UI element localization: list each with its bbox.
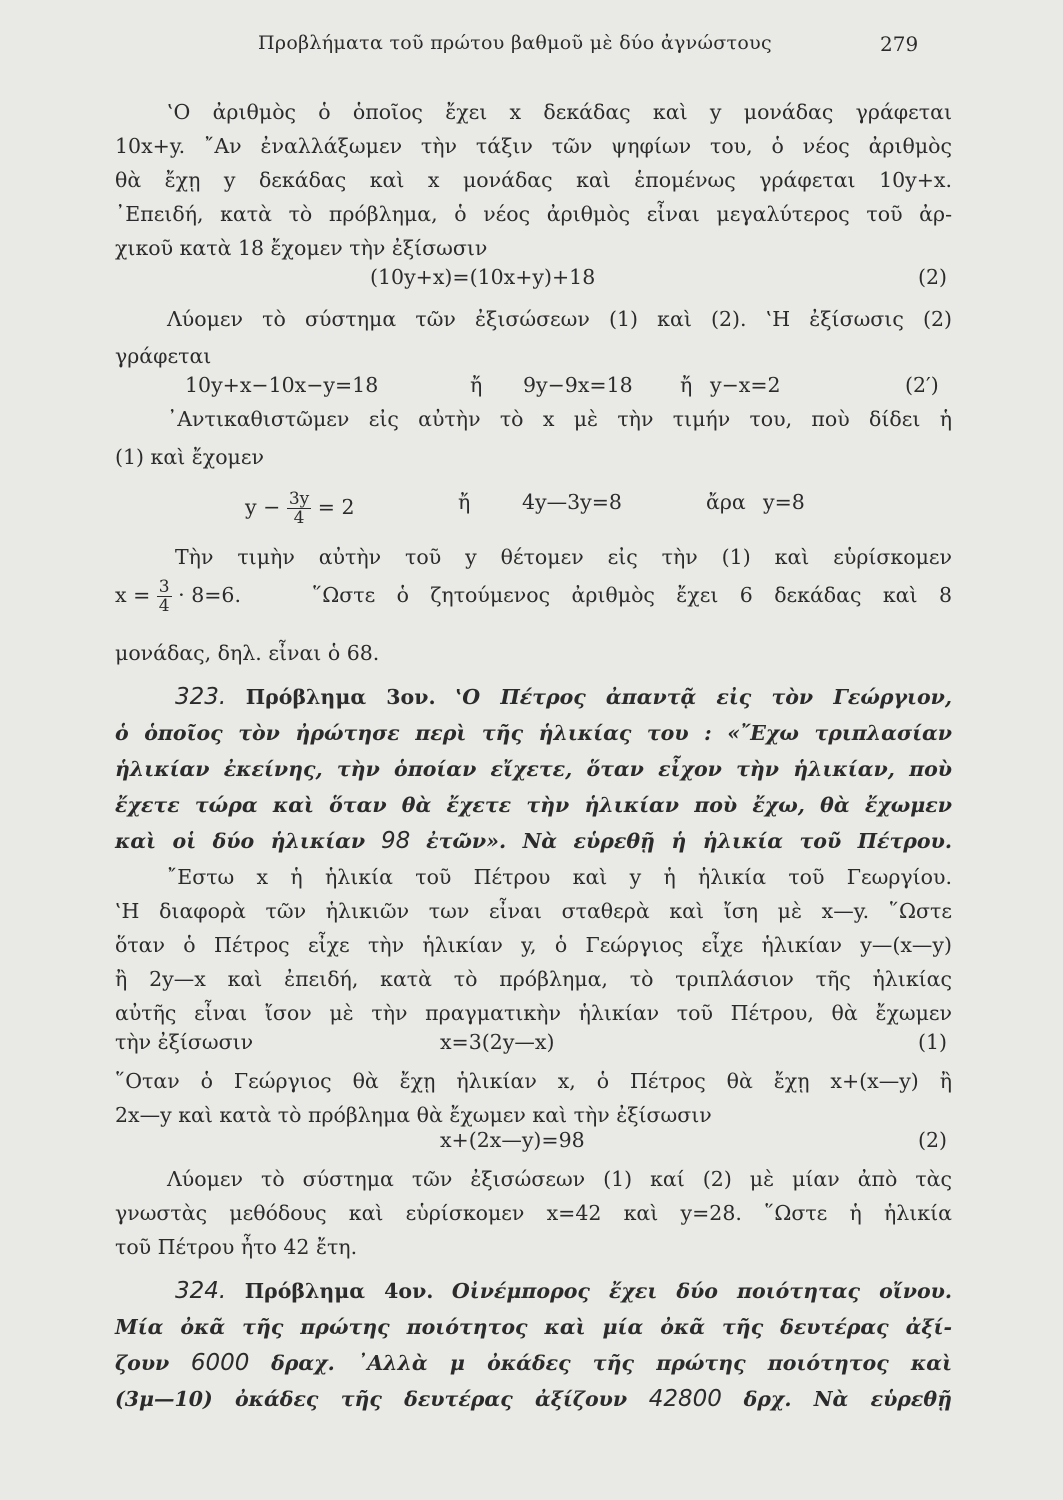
fraction-denominator: 4 <box>158 596 170 616</box>
problem-number-value: 98 <box>381 828 411 854</box>
problem-heading <box>175 680 952 714</box>
text-line: ῞Οταν ὁ Γεώργιος θὰ ἔχῃ ἡλικίαν x, ὁ Πέτρος θὰ ἔχῃ x+(x—y) ἢ <box>115 1069 952 1093</box>
equation-or: ἤ <box>458 490 471 514</box>
equation-part: 4y—3y=8 <box>522 490 622 514</box>
equation-ara: ἄρα <box>706 490 746 514</box>
equation-lhs: x = <box>115 583 151 607</box>
text-line: 2x—y καὶ κατὰ τὸ πρόβλημα θὰ ἔχωμεν καὶ τὴν ἐξίσωσιν <box>115 1103 712 1127</box>
problem-text-line <box>115 824 952 858</box>
fraction-numerator: 3 <box>158 577 170 597</box>
text-line: Τὴν τιμὴν αὐτὴν τοῦ y θέτομεν εἰς τὴν (1) καὶ εὑρίσκομεν <box>175 545 952 569</box>
fraction <box>287 490 311 527</box>
equation-part: 10y+x−10x−y=18 <box>185 373 379 397</box>
problem-text-line: Μία ὀκᾶ τῆς πρώτης ποιότητος καὶ μία ὀκᾶ τῆς δευτέρας ἀξί- <box>115 1315 952 1339</box>
equation-tag: (1) <box>918 1030 948 1054</box>
text-line: ῞Ωστε ὁ ζητούμενος ἀριθμὸς ἔχει 6 δεκάδας καὶ 8 <box>312 583 952 607</box>
text-line: τοῦ Πέτρου ἦτο 42 ἔτη. <box>115 1235 358 1259</box>
fraction-numerator: 3y <box>288 489 310 509</box>
text-line: ῎Εστω x ἡ ἡλικία τοῦ Πέτρου καὶ y ἡ ἡλικία τοῦ Γεωργίου. <box>167 865 952 889</box>
text-line: μονάδας, δηλ. εἶναι ὁ 68. <box>115 641 380 665</box>
equation-part: 9y−9x=18 <box>523 373 633 397</box>
problem-text-line: ἡλικίαν ἐκείνης, τὴν ὁποίαν εἴχετε, ὅταν εἶχον τὴν ἡλικίαν, ποὺ <box>115 757 952 781</box>
equation-part: y−x=2 <box>710 373 781 397</box>
text-line: ‛Η διαφορὰ τῶν ἡλικιῶν των εἶναι σταθερὰ καὶ ἴση μὲ x—y. ῞Ωστε <box>115 899 952 923</box>
problem-label: Πρόβλημα 4ον. <box>244 1279 434 1303</box>
problem-number: 324. <box>175 1278 227 1304</box>
equation-tag: (2) <box>918 265 948 289</box>
equation-lhs: y − <box>245 495 281 519</box>
text-line: ᾽Επειδή, κατὰ τὸ πρόβλημα, ὁ νέος ἀριθμὸς εἶναι μεγαλύτερος τοῦ ἀρ- <box>115 202 952 226</box>
problem-text: δρχ. Νὰ εὑρεθῇ <box>743 1387 952 1411</box>
fraction <box>157 578 172 615</box>
fraction-denominator: 4 <box>293 508 305 528</box>
problem-number: 323. <box>175 684 227 710</box>
problem-text-line: ἔχετε τώρα καὶ ὅταν θὰ ἔχετε τὴν ἡλικίαν ποὺ ἔχω, θὰ ἔχωμεν <box>115 793 952 817</box>
equation-2: (10y+x)=(10x+y)+18 <box>370 265 596 289</box>
problem-number-value: 6000 <box>190 1350 250 1376</box>
text-line: ᾽Αντικαθιστῶμεν εἰς αὐτὴν τὸ x μὲ τὴν τιμήν του, ποὺ δίδει ἡ <box>167 407 952 431</box>
text-line: (1) καὶ ἔχομεν <box>115 445 264 469</box>
equation-4 <box>115 578 241 615</box>
problem-label: Πρόβλημα 3ον. <box>245 685 436 709</box>
text-line: θὰ ἔχῃ y δεκάδας καὶ x μονάδας καὶ ἑπομένως γράφεται 10y+x. <box>115 168 952 192</box>
equation-part: y=8 <box>763 490 805 514</box>
text-line: ἢ 2y—x καὶ ἐπειδή, κατὰ τὸ πρόβλημα, τὸ τριπλάσιον τῆς ἡλικίας <box>115 967 952 991</box>
problem-text: καὶ οἱ δύο ἡλικίαν <box>115 829 366 853</box>
page-number: 279 <box>880 32 919 56</box>
equation-lead: τὴν ἐξίσωσιν <box>115 1030 254 1054</box>
text-line: γνωστὰς μεθόδους καὶ εὑρίσκομεν x=42 καὶ y=28. ῞Ωστε ἡ ἡλικία <box>115 1201 952 1225</box>
equation-6: x+(2x—y)=98 <box>440 1128 585 1152</box>
equation-3 <box>245 490 355 527</box>
problem-text: δραχ. ᾽Αλλὰ μ ὀκάδες τῆς πρώτης ποιότητος καὶ <box>271 1351 952 1375</box>
text-line: αὐτῆς εἶναι ἴσον μὲ τὴν πραγματικὴν ἡλικίαν τοῦ Πέτρου, θὰ ἔχωμεν <box>115 1001 952 1025</box>
problem-text: (3μ—10) ὀκάδες τῆς δευτέρας ἀξίζουν <box>115 1387 628 1411</box>
text-line: ‛Ο ἀριθμὸς ὁ ὁποῖος ἔχει x δεκάδας καὶ y μονάδας γράφεται <box>167 100 952 124</box>
text-line: γράφεται <box>115 344 212 368</box>
text-line: χικοῦ κατὰ 18 ἔχομεν τὴν ἐξίσωσιν <box>115 236 488 260</box>
problem-text-line: ὁ ὁποῖος τὸν ἠρώτησε περὶ τῆς ἡλικίας του : «῎Εχω τριπλασίαν <box>115 721 952 745</box>
text-line: ὅταν ὁ Πέτρος εἶχε τὴν ἡλικίαν y, ὁ Γεώργιος εἶχε ἡλικίαν y—(x—y) <box>115 933 952 957</box>
equation-or: ἤ <box>470 373 483 397</box>
problem-text-line <box>115 1382 952 1416</box>
equation-tag: (2′) <box>905 373 939 397</box>
problem-text: ‛Ο Πέτρος ἀπαντᾷ εἰς τὸν Γεώργιον, <box>455 685 952 709</box>
equation-tag: (2) <box>918 1128 948 1152</box>
problem-heading <box>175 1274 952 1308</box>
problem-text: Οἰνέμπορος ἔχει δύο ποιότητας οἴνου. <box>451 1279 952 1303</box>
running-header: Προβλήματα τοῦ πρώτου βαθμοῦ μὲ δύο ἀγνώστους <box>258 32 772 54</box>
equation-rhs: = 2 <box>317 495 355 519</box>
equation-or: ἤ <box>680 373 693 397</box>
text-line: 10x+y. ῎Αν ἐναλλάξωμεν τὴν τάξιν τῶν ψηφίων του, ὁ νέος ἀριθμὸς <box>115 134 952 158</box>
text-line: Λύομεν τὸ σύστημα τῶν ἐξισώσεων (1) καί (2) μὲ μίαν ἀπὸ τὰς <box>167 1167 952 1191</box>
problem-number-value: 42800 <box>648 1386 722 1412</box>
equation-rhs: · 8=6. <box>178 583 241 607</box>
problem-text: ἐτῶν». Νὰ εὑρεθῇ ἡ ἡλικία τοῦ Πέτρου. <box>426 829 952 853</box>
text-line: Λύομεν τὸ σύστημα τῶν ἐξισώσεων (1) καὶ (2). ‛Η ἐξίσωσις (2) <box>167 307 952 331</box>
equation-5: x=3(2y—x) <box>440 1030 555 1054</box>
problem-text-line <box>115 1346 952 1380</box>
problem-text: ζουν <box>115 1351 170 1375</box>
